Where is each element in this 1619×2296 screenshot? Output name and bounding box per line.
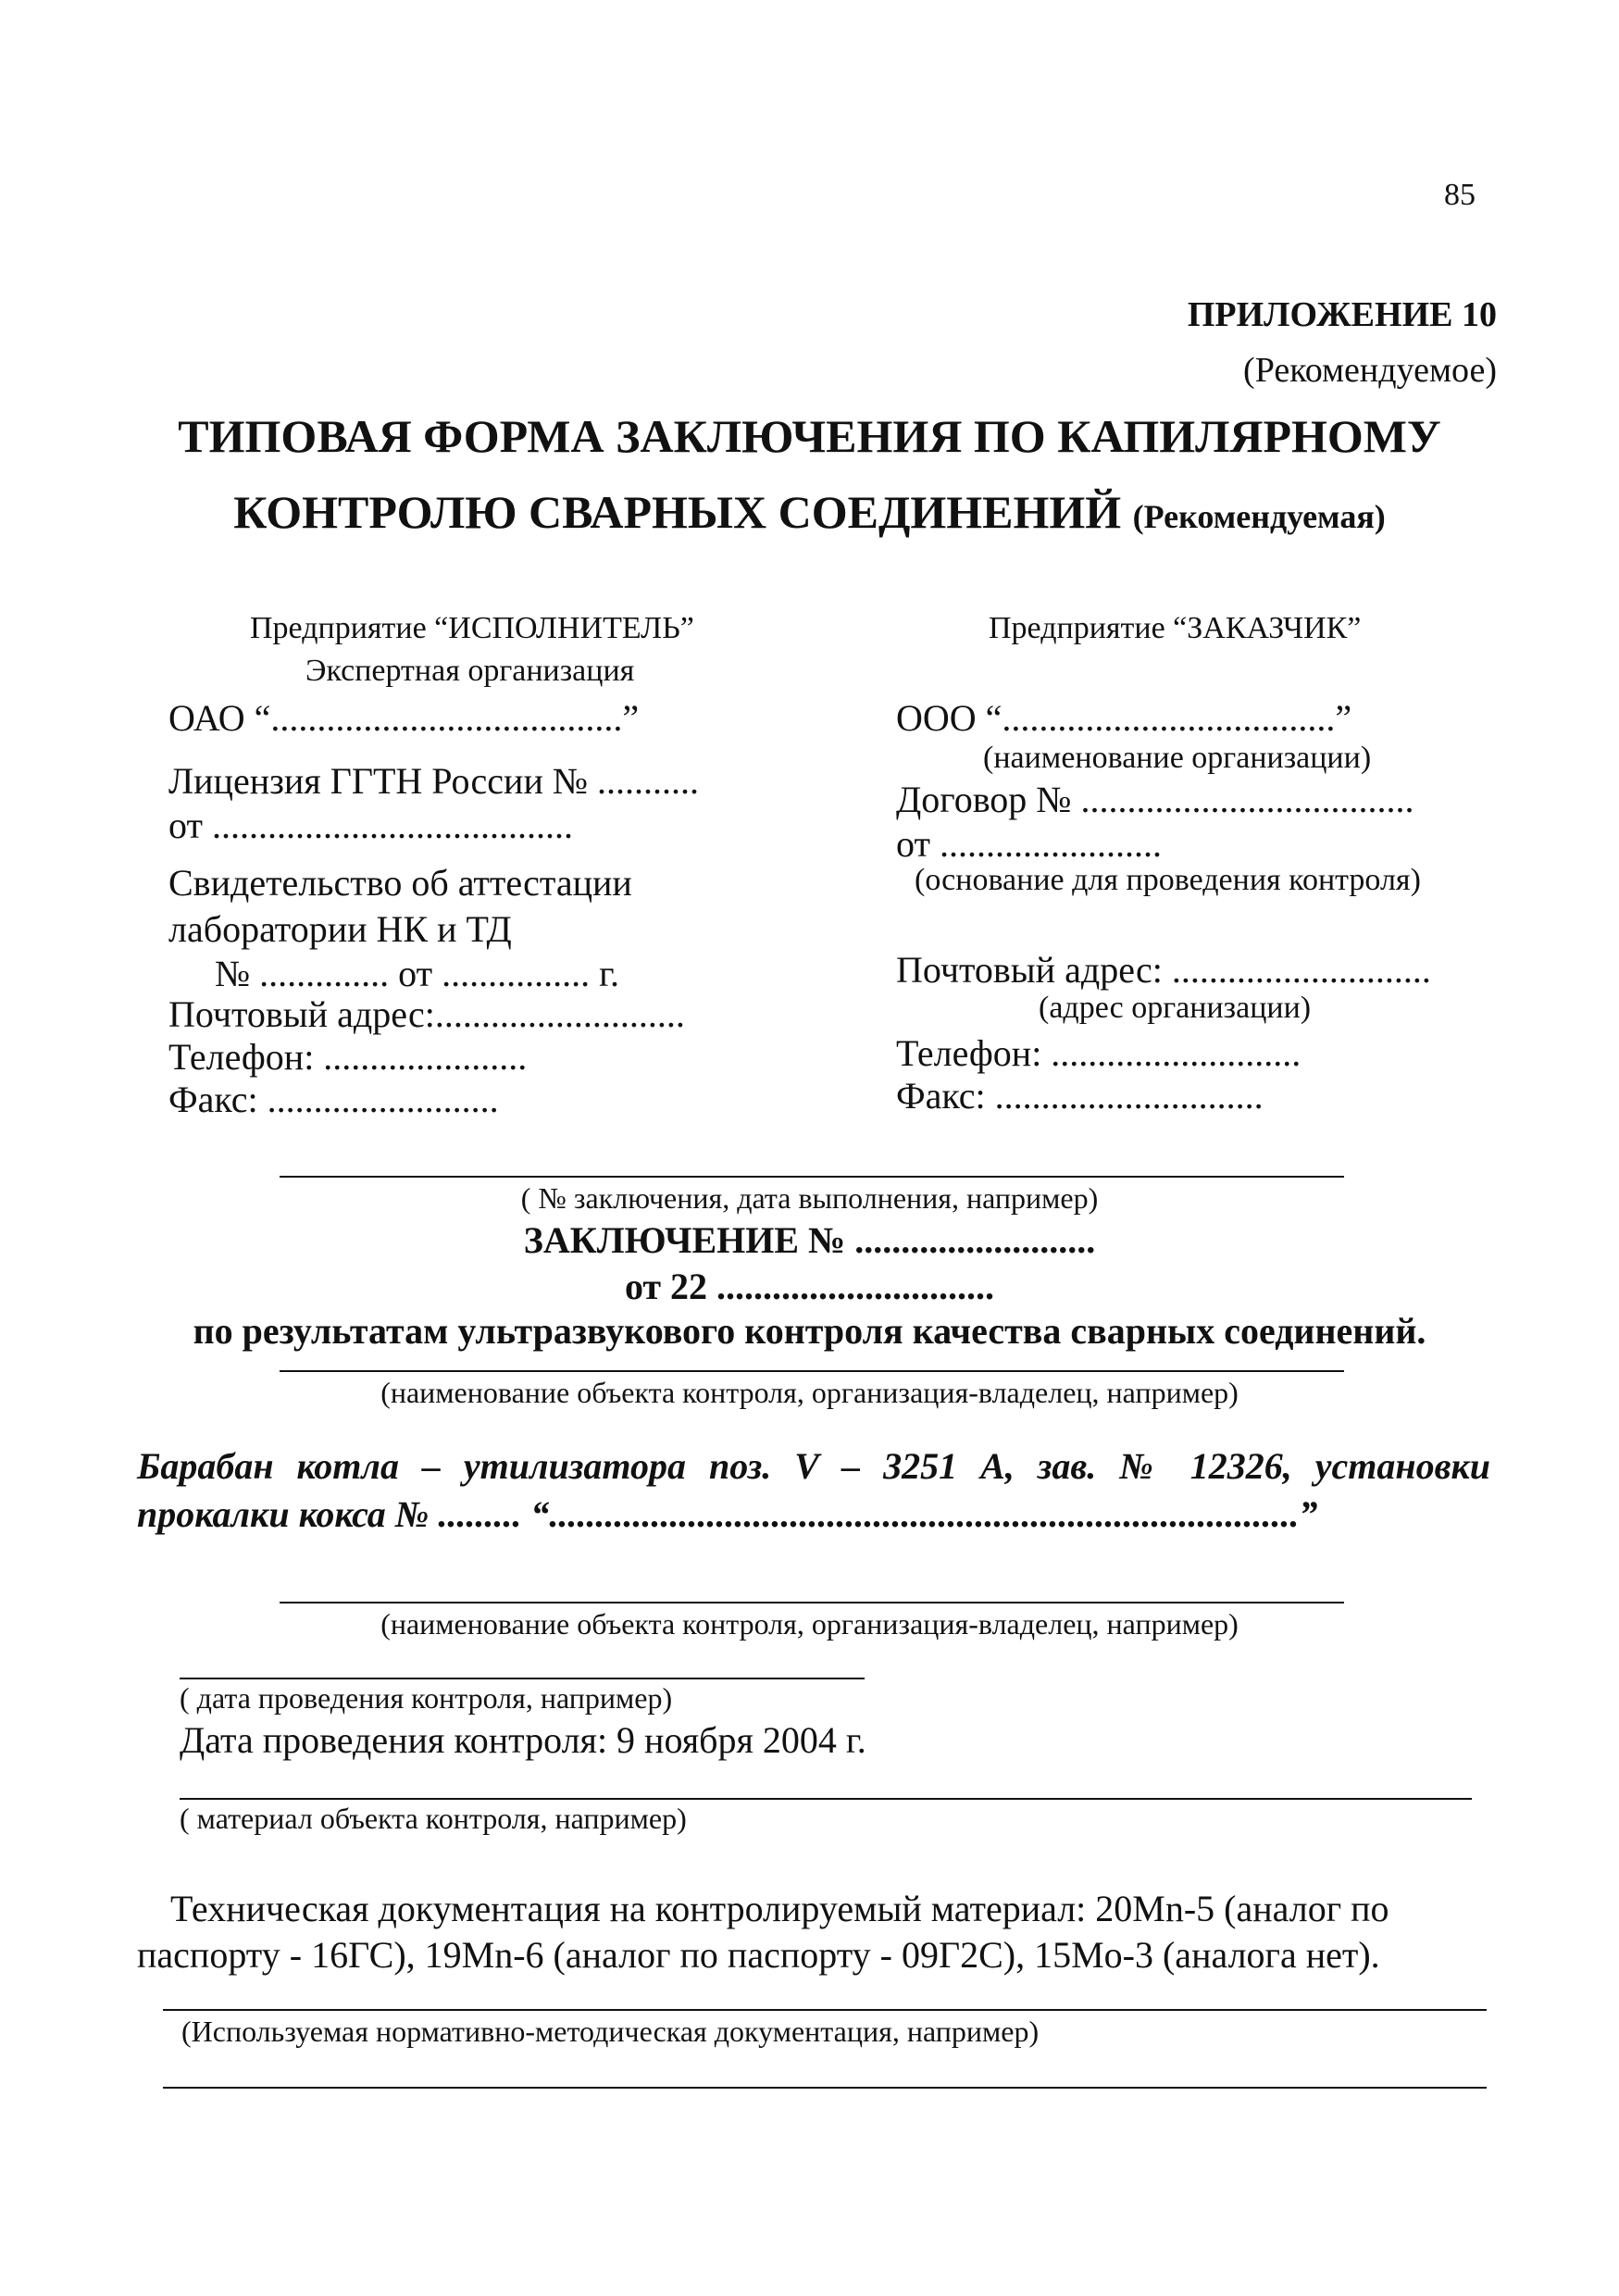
customer-contract: Договор № ....................................: [896, 779, 1414, 820]
main-title-line2: [0, 485, 1619, 539]
executor-license-date: от .......................................: [168, 805, 573, 846]
object-underline-2: [280, 1602, 1344, 1603]
customer-org: ООО “....................................”: [896, 697, 1352, 739]
customer-phone: Телефон: ...........................: [896, 1032, 1301, 1074]
material-note: ( материал объекта контроля, например): [180, 1802, 687, 1835]
main-title-suffix: (Рекомендуемая): [1132, 498, 1386, 535]
customer-address-note: (адрес организации): [1039, 991, 1312, 1025]
control-date-underline: [180, 1678, 865, 1679]
customer-fax: Факс: .............................: [896, 1075, 1264, 1117]
executor-license: Лицензия ГГТН России № ...........: [168, 760, 700, 802]
appendix-subtitle: (Рекомендуемое): [1243, 351, 1497, 390]
object-line-2: прокалки кокса № ......... “.................................................................................”: [137, 1493, 1318, 1535]
executor-cert-line2: лаборатории НК и ТД: [168, 908, 512, 950]
customer-contract-note: (основание для проведения контроля): [915, 863, 1421, 897]
docs-note: (Используемая нормативно-методическая документация, например): [181, 2015, 1040, 2048]
page-number: 85: [1444, 178, 1476, 212]
executor-address: Почтовый адрес:...........................: [168, 993, 685, 1035]
executor-fax: Факс: .........................: [168, 1079, 499, 1120]
docs-underline-top: [163, 2009, 1487, 2011]
object-underline-1: [280, 1370, 1344, 1372]
conclusion-underline: [280, 1176, 1344, 1178]
docs-underline-bottom: [163, 2087, 1487, 2089]
conclusion-note: ( № заключения, дата выполнения, например): [520, 1181, 1099, 1215]
executor-cert-number: № .............. от ................ г.: [215, 953, 620, 994]
object-line-1: Барабан котла – утилизатора поз. V – 3251 А, зав. № 12326, установки: [137, 1445, 1490, 1487]
executor-phone: Телефон: ......................: [168, 1036, 528, 1078]
main-title-line2-text: КОНТРОЛЮ СВАРНЫХ СОЕДИНЕНИЙ: [233, 486, 1122, 538]
executor-header: Предприятие “ИСПОЛНИТЕЛЬ”: [250, 611, 694, 645]
conclusion-subject: по результатам ультразвукового контроля качества сварных соединений.: [193, 1310, 1426, 1352]
customer-contract-date: от ........................: [896, 823, 1162, 865]
customer-address: Почтовый адрес: ............................: [896, 949, 1431, 991]
conclusion-date: от 22 ..............................: [624, 1266, 995, 1307]
material-line-2: паспорту - 16ГС), 19Mn-6 (аналог по паспорту - 09Г2С), 15Mo-3 (аналога нет).: [137, 1934, 1380, 1976]
object-note-1: (наименование объекта контроля, организация-владелец, например): [380, 1376, 1239, 1409]
object-note-2: (наименование объекта контроля, организация-владелец, например): [380, 1607, 1239, 1641]
executor-cert-line1: Свидетельство об аттестации: [168, 862, 632, 904]
material-line-1: Техническая документация на контролируемый материал: 20Mn-5 (аналог по: [170, 1888, 1389, 1929]
control-date-text: Дата проведения контроля: 9 ноября 2004 г.: [180, 1719, 866, 1761]
customer-header: Предприятие “ЗАКАЗЧИК”: [989, 611, 1362, 645]
material-underline: [180, 1798, 1472, 1800]
executor-subheader: Экспертная организация: [305, 654, 635, 688]
customer-org-note: (наименование организации): [983, 741, 1372, 775]
conclusion-number: ЗАКЛЮЧЕНИЕ № ..........................: [523, 1219, 1096, 1261]
control-date-note: ( дата проведения контроля, например): [180, 1681, 673, 1715]
executor-org: ОАО “......................................”: [168, 697, 640, 739]
appendix-title: ПРИЛОЖЕНИЕ 10: [1187, 295, 1497, 334]
main-title-line1: ТИПОВАЯ ФОРМА ЗАКЛЮЧЕНИЯ ПО КАПИЛЯРНОМУ: [178, 410, 1441, 462]
